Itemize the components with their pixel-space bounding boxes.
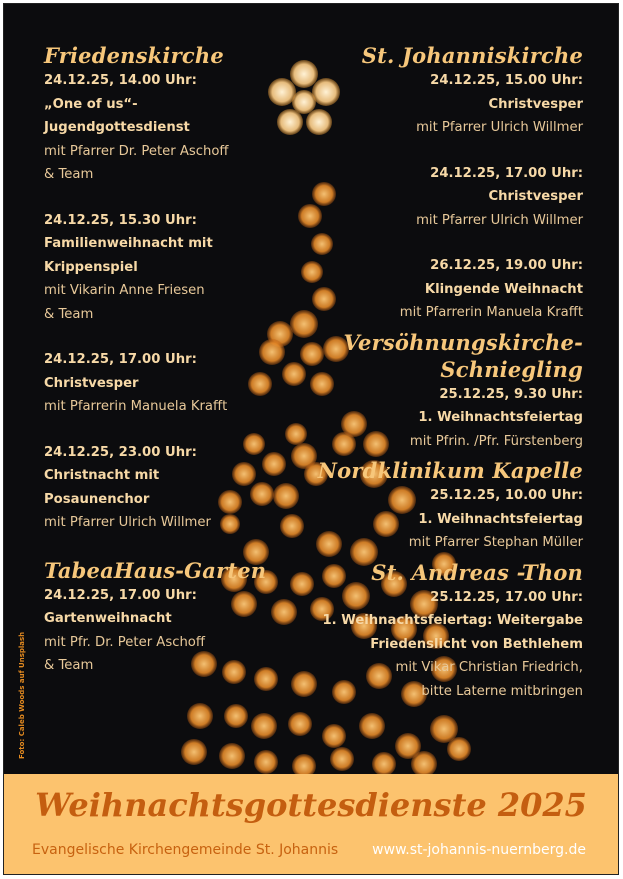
service-entry: [44, 209, 324, 327]
service-leader: bitte Laterne mitbringen: [421, 683, 583, 699]
service-leader: & Team: [44, 167, 94, 182]
service-leader: mit Pfarrerin Manuela Krafft: [399, 305, 583, 320]
service-leader: mit Vikarin Anne Friesen: [44, 283, 205, 298]
service-leader: & Team: [44, 658, 94, 673]
service-entry: [303, 484, 583, 555]
service-date: 25.12.25, 17.00 Uhr:: [430, 589, 583, 605]
service-title: Klingende Weihnacht: [424, 281, 583, 297]
service-title: „One of us“-: [44, 96, 138, 112]
service-title: Christvesper: [488, 96, 583, 112]
service-date: 24.12.25, 17.00 Uhr:: [430, 165, 583, 181]
church-name: Schniegling: [440, 356, 583, 382]
service-entry: [303, 69, 583, 140]
church-name: Versöhnungskirche-: [343, 329, 583, 355]
service-title: 1. Weihnachtsfeiertag: Weitergabe: [322, 613, 583, 628]
service-date: 24.12.25, 15.30 Uhr:: [44, 212, 197, 228]
service-date: 24.12.25, 17.00 Uhr:: [44, 587, 197, 603]
bokeh-light: [359, 713, 385, 739]
bokeh-light: [181, 739, 207, 765]
service-title: Christvesper: [44, 375, 139, 391]
service-date: 24.12.25, 15.00 Uhr:: [430, 73, 583, 88]
service-date: 24.12.25, 23.00 Uhr:: [44, 444, 197, 460]
service-date: 24.12.25, 17.00 Uhr:: [44, 352, 197, 367]
service-entry: [303, 254, 583, 325]
photo-credit: Foto: Caleb Woods auf Unsplash: [18, 631, 26, 759]
service-date: 25.12.25, 10.00 Uhr:: [430, 488, 583, 503]
service-leader: mit Pfarrer Stephan Müller: [408, 535, 583, 550]
service-entry: [303, 383, 583, 454]
bokeh-light: [224, 704, 248, 728]
service-title: Krippenspiel: [44, 259, 138, 275]
bokeh-light: [251, 713, 277, 739]
church-name: TabeaHaus-Garten: [44, 557, 267, 583]
bokeh-light: [288, 712, 312, 736]
left-column: [44, 42, 324, 700]
church-name: St. Johanniskirche: [361, 43, 583, 68]
bokeh-light: [447, 737, 471, 761]
footer-title: Weihnachtsgottesdienste 2025: [35, 786, 587, 824]
service-leader: mit Pfrin. /Pfr. Fürstenberg: [409, 433, 583, 449]
bokeh-light: [372, 752, 396, 774]
service-leader: mit Vikar Christian Friedrich,: [395, 660, 583, 675]
service-title: Gartenweihnacht: [44, 611, 172, 626]
service-leader: mit Pfarrer Dr. Peter Aschoff: [44, 143, 229, 159]
church-name: Friedenskirche: [44, 43, 224, 68]
service-leader: mit Pfarrer Ulrich Willmer: [44, 515, 211, 530]
right-column: [303, 42, 583, 707]
poster: [3, 3, 619, 875]
service-leader: mit Pfr. Dr. Peter Aschoff: [44, 634, 205, 650]
service-date: 25.12.25, 9.30 Uhr:: [439, 386, 583, 402]
service-title: Christnacht mit: [44, 468, 160, 483]
bokeh-light: [292, 754, 316, 774]
bokeh-light: [187, 703, 213, 729]
service-leader: mit Pfarrer Ulrich Willmer: [416, 212, 583, 228]
service-title: Friedenslicht von Bethlehem: [370, 636, 583, 652]
service-date: 24.12.25, 14.00 Uhr:: [44, 73, 197, 88]
bokeh-light: [254, 750, 278, 774]
bokeh-light: [219, 743, 245, 769]
service-title: Jugendgottesdienst: [44, 120, 190, 135]
service-entry: [44, 348, 324, 419]
footer: [4, 774, 618, 874]
church-name: St. Andreas -Thon: [371, 559, 583, 585]
footer-subtitle: Evangelische Kirchengemeinde St. Johannis: [32, 842, 339, 858]
service-title: Posaunenchor: [44, 491, 150, 507]
church-name: Nordklinikum Kapelle: [317, 458, 583, 483]
service-entry: [303, 162, 583, 233]
service-title: 1. Weihnachtsfeiertag: [418, 410, 583, 425]
service-entry: [44, 69, 324, 187]
service-title: 1. Weihnachtsfeiertag: [418, 511, 583, 527]
service-entry: [303, 586, 583, 704]
bokeh-light: [322, 724, 346, 748]
bokeh-light: [330, 747, 354, 771]
service-entry: [44, 584, 324, 678]
service-title: Familienweihnacht mit: [44, 236, 213, 251]
service-leader: & Team: [44, 306, 94, 322]
service-date: 26.12.25, 19.00 Uhr:: [430, 258, 583, 273]
service-title: Christvesper: [488, 189, 583, 204]
service-leader: mit Pfarrer Ulrich Willmer: [416, 120, 583, 135]
service-entry: [44, 441, 324, 535]
service-leader: mit Pfarrerin Manuela Krafft: [44, 399, 228, 414]
footer-url[interactable]: www.st-johannis-nuernberg.de: [372, 842, 586, 858]
